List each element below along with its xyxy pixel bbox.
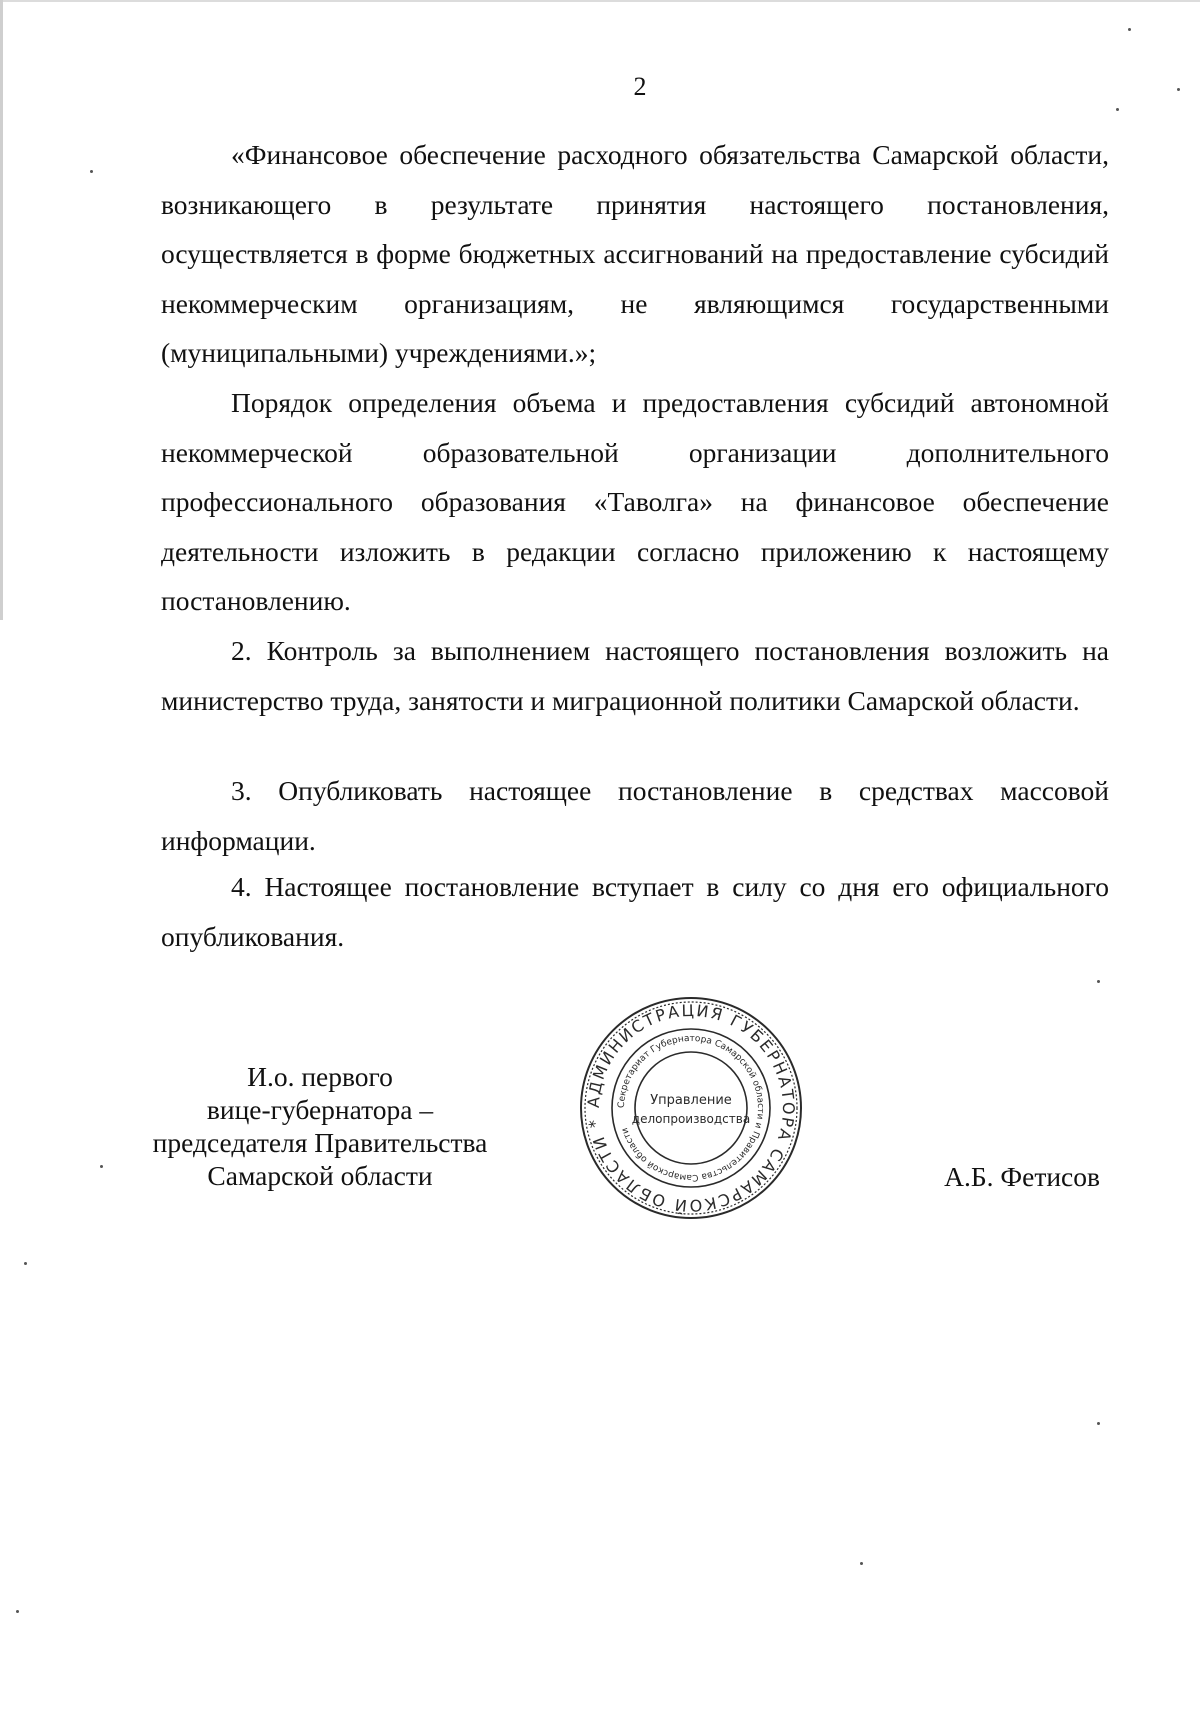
scan-top-edge — [0, 0, 1200, 2]
paragraph-financing: «Финансовое обеспечение расходного обязательства Самарской области, возникающего в результате принятия настоящего постановления, осуществляется в форме бюджетных ассигнований на предоставление субсидий некоммерческим организациям, не являющимся государственными (муниципальными) учреждениями.»; — [161, 139, 1109, 368]
signatory-title-line: Самарской области — [207, 1160, 433, 1191]
scan-speck — [1116, 108, 1119, 111]
scan-speck — [100, 1165, 103, 1168]
scan-speck — [1097, 980, 1100, 983]
stamp-inner-ring — [635, 1052, 747, 1164]
scan-speck — [24, 1262, 27, 1265]
page-number: 2 — [633, 72, 647, 101]
scan-speck — [860, 1562, 863, 1565]
scan-speck — [1097, 1422, 1100, 1425]
scan-speck — [90, 170, 93, 173]
stamp-outer-text: АДМИНИСТРАЦИЯ ГУБЕРНАТОРА САМАРСКОЙ ОБЛАСТИ * — [583, 1000, 799, 1216]
paragraph-effective: 4. Настоящее постановление вступает в силу со дня его официального опубликования. — [161, 871, 1109, 952]
signatory-title-line: И.о. первого — [247, 1061, 393, 1092]
signatory-title-line: председателя Правительства — [152, 1127, 488, 1158]
stamp-inner-text: Секретариат Губернатора Самарской области и Правительства Самарской области — [616, 1033, 766, 1183]
signatory-title — [140, 1060, 500, 1192]
paragraph-procedure: Порядок определения объема и предоставления субсидий автономной некоммерческой образовательной организации дополнительного профессионального образования «Таволга» на финансовое обеспечение деятельности изложить в редакции согласно приложению к настоящему постановлению. — [161, 387, 1109, 616]
stamp-center-line-1: Управление — [650, 1093, 732, 1108]
signatory-title-line: вице-губернатора – — [206, 1094, 434, 1125]
signatory-name: А.Б. Фетисов — [944, 1161, 1100, 1192]
scan-speck — [16, 1610, 19, 1613]
paragraph-publish: 3. Опубликовать настоящее постановление в средствах массовой информации. — [161, 775, 1109, 856]
stamp-center-line-2: делопроизводства — [631, 1112, 751, 1126]
paragraph-control: 2. Контроль за выполнением настоящего постановления возложить на министерство труда, занятости и миграционной политики Самарской области. — [161, 635, 1109, 716]
scan-speck — [1128, 28, 1131, 31]
scan-speck — [1177, 88, 1180, 91]
stamp-outer-ring — [581, 998, 801, 1218]
official-stamp — [578, 995, 804, 1221]
